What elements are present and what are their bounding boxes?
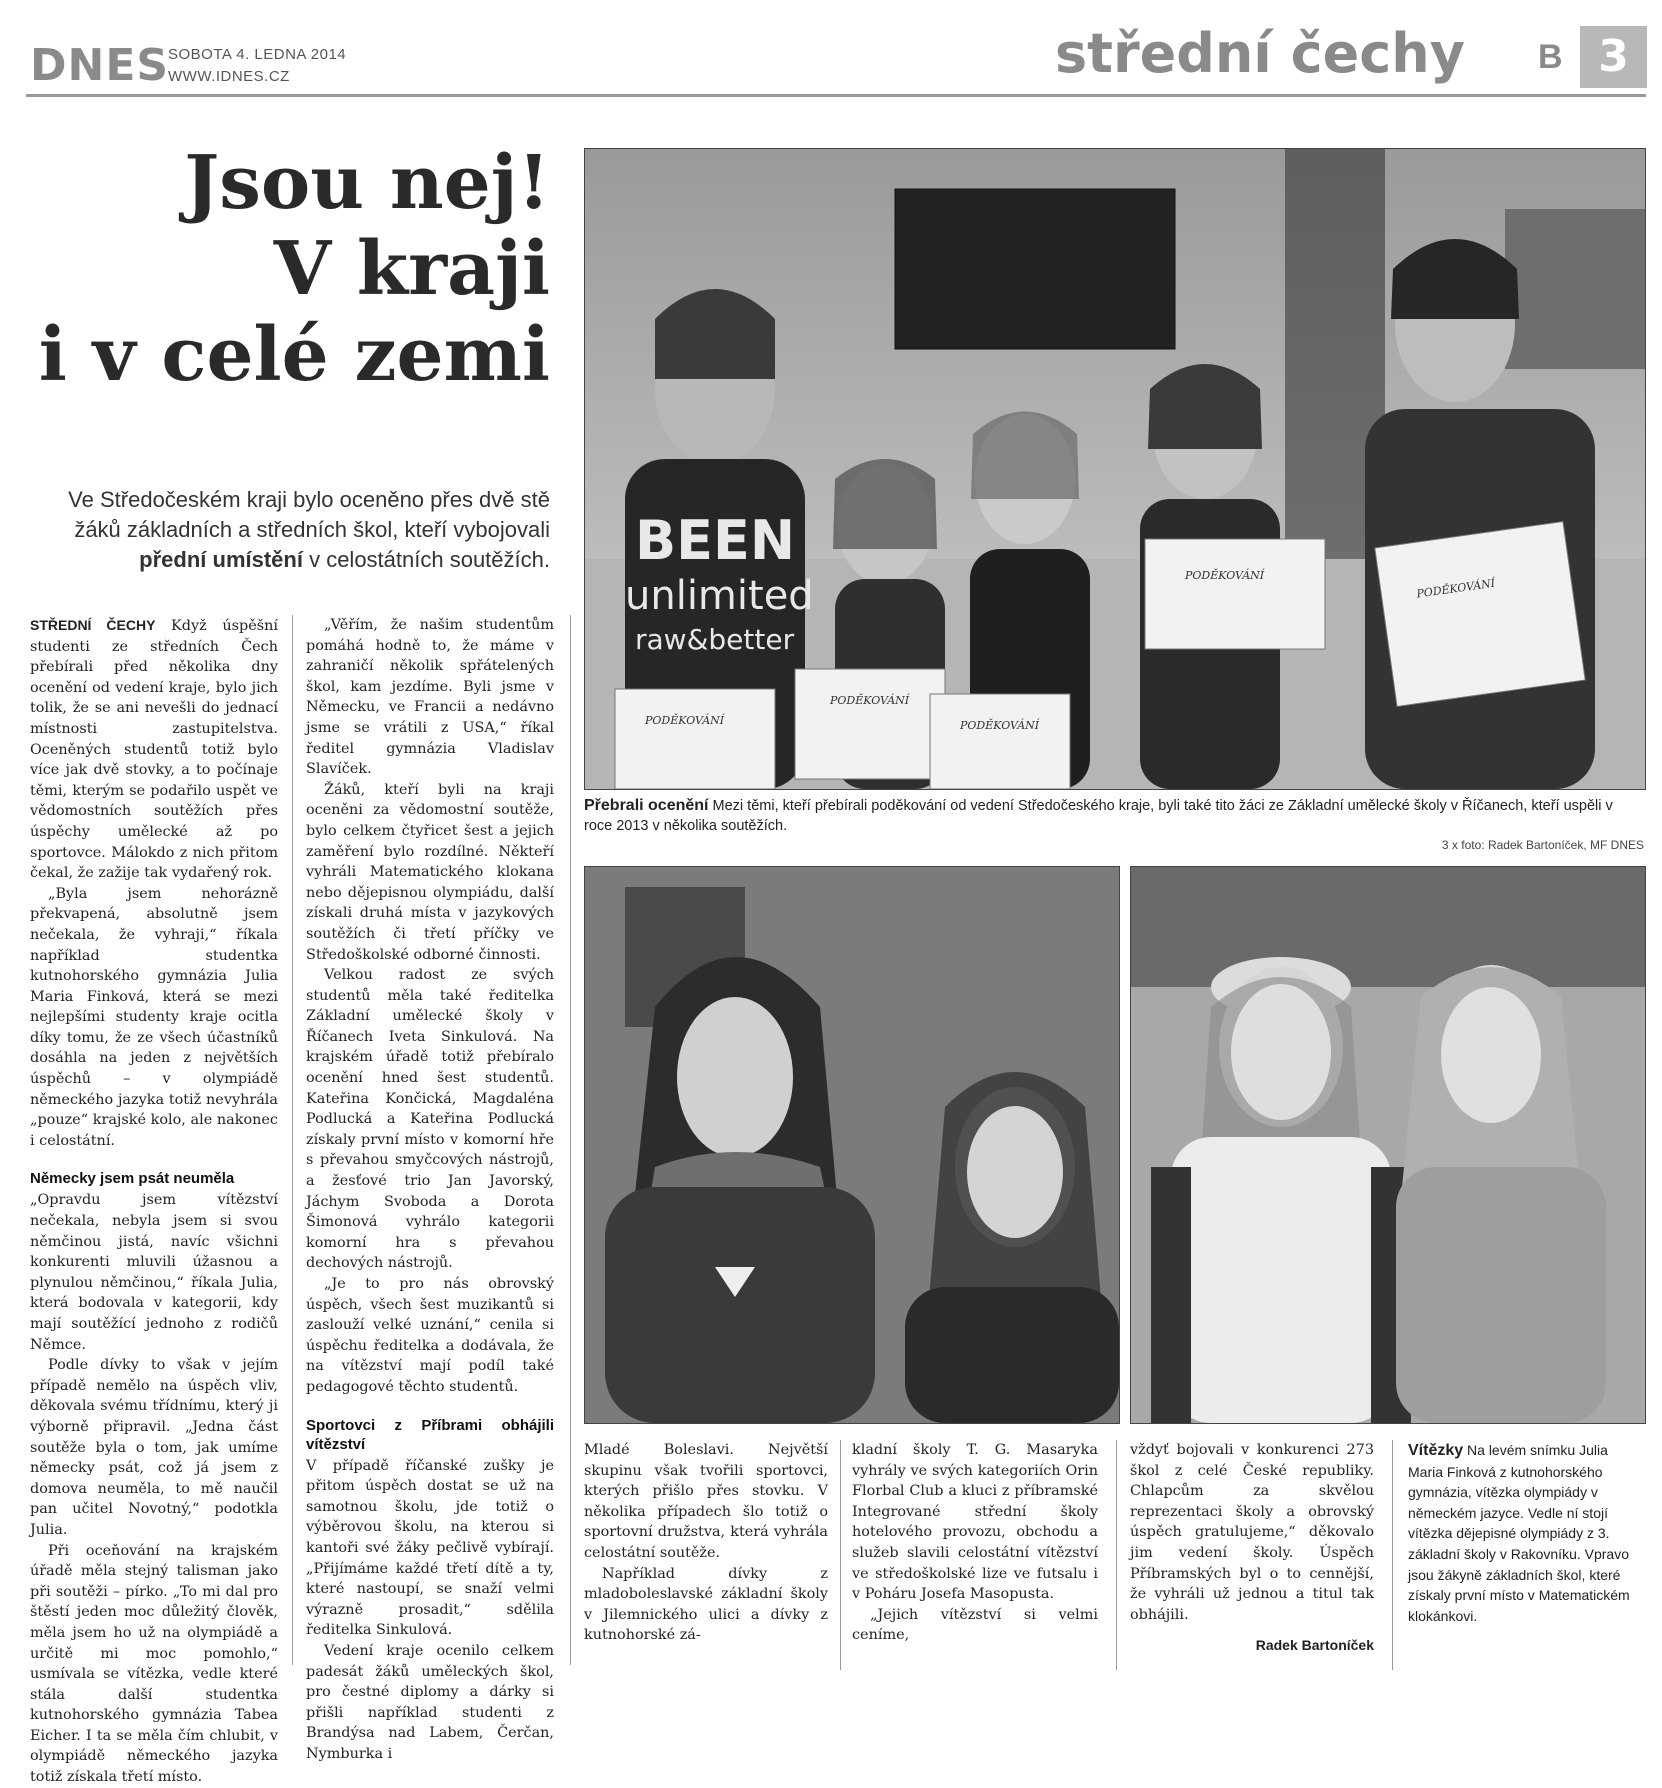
caption-text: Na levém snímku Julia Maria Finková z kutnohorského gymnázia, vítězka olympiády v německém jazyce. Vedle ní stojí vítězka dějepisné olympiády z 3. základní školy v Rakovníku. Vpravo jsou žákyně základních škol, které získaly první místo v Matematickém klokánkovi. [1408,1442,1630,1624]
headline [30,140,550,398]
section-title: střední čechy [1055,22,1465,85]
article-column-5 [1130,1440,1374,1656]
headline-line-3: i v celé zemi [38,312,550,398]
masthead-date-block [168,44,346,88]
article-column-1 [30,615,278,1788]
article-paragraph: STŘEDNÍ ČECHY Když úspěšní studenti ze středních Čech přebírali před několika dny ocenění od vedení kraje, bylo jich tolik, že se ani nevešli do jednací místnosti zastupitelstva. Oceněných studentů totiž bylo více jak dvě stovky, a to počínaje těmi, kterým se podařilo uspět ve vědomostních soutěžích přes úspěchy umělecké až po sportovce. Málokdo z nich přitom čekal, že zažije tak vydařený rok. [30,617,278,882]
page-number: 3 [1580,26,1647,88]
article-paragraph: Velkou radost ze svých studentů měla také ředitelka Základní umělecké školy v Říčanech Iveta Sinkulová. Na krajském úřadě totiž přebíralo ocenění hned šest studentů. Kateřina Končická, Magdaléna Podlucká a Kateřina Podlucká získaly první místo v komorní hře s převahou smyčcových nástrojů, a žesťové trio Jan Javorský, Jáchym Svoboda a Dorota Šimonová vyhrálo kategorii komorní hra s převahou dechových nástrojů. [306,967,554,1272]
column-rule [570,615,571,1665]
header-rule [26,94,1646,97]
lead-highlight: přední umístění [139,547,303,572]
lead-paragraph [40,485,550,575]
certificate-label: PODĚKOVÁNÍ [645,714,725,727]
certificate [795,669,945,779]
column-rule [1116,1440,1117,1670]
certificate-label: PODĚKOVÁNÍ [960,719,1040,732]
byline: Radek Bartoníček [1255,1637,1374,1654]
certificate-label: PODĚKOVÁNÍ [1415,576,1496,601]
headline-line-1: Jsou nej! [184,140,550,226]
caption-text: Mezi těmi, kteří přebírali poděkování od vedení Středočeského kraje, byli také tito žáci ze Základní umělecké školy v Říčanech, kteří uspěli v roce 2013 v několika soutěžích. [584,798,1613,834]
article-paragraph: Při oceňování na krajském úřadě měla stejný talisman jako při soutěži – pírko. „To mi dal pro štěstí jeden moc důležitý člověk, měla jsem ho už na olympiádě a určitě mi moc pomohlo,“ usmívala se vítězka, vedle které stála další studentka kutnohorského gymnázia Tabea Eicher. I ta se měla čím chlubit, v olympiádě německého jazyka totiž získala třetí místo. [30,1542,278,1786]
shirt-print-3: raw&better [635,623,795,656]
photo-winners-left [584,866,1120,1424]
lead-line-3 [40,545,550,575]
main-photo [584,148,1646,790]
caption-title: Vítězky [1408,1442,1464,1459]
dateline: STŘEDNÍ ČECHY [30,617,156,633]
subheading: Sportovci z Příbrami obhájili vítězství [306,1416,554,1453]
lead-line-1: Ve Středočeském kraji bylo oceněno přes dvě stě [68,487,550,512]
lead-line-2: žáků základních a středních škol, kteří vybojovali [74,517,550,542]
article-paragraph: „Jejich vítězství si velmi ceníme, [852,1606,1098,1644]
shirt-print-2: unlimited [625,573,814,619]
section-letter: B [1538,38,1563,76]
site-url: WWW.IDNES.CZ [168,68,290,85]
photo-award-group [585,149,1645,789]
article-paragraph: vždyť bojovali v konkurenci 273 škol z celé České republiky. Chlapcům za skvělou reprezentaci školy a obrovský úspěch gratulujeme,“ děkovalo jim vedení školy. Úspěch Příbramských byl o to cennější, že vyhráli už jednou a titul tak obhájili. [1130,1442,1374,1623]
photo-winners-right [1130,866,1646,1424]
issue-date: SOBOTA 4. LEDNA 2014 [168,46,347,63]
certificate [1145,539,1325,649]
photo-two-girls-math [1131,867,1645,1423]
column-rule [840,1440,841,1670]
article-paragraph: V případě říčanské zušky je přitom úspěch dostat se už na samotnou školu, jde totiž o výběrovou školu, na kterou si kantoři své žáky pečlivě vybírají. „Přijímáme každé třetí dítě a ty, které nastoupí, se snaží velmi výrazně prosadit,“ sdělila ředitelka Sinkulová. [306,1457,554,1639]
shirt-print-1: BEEN [635,509,796,572]
certificate [615,689,775,789]
column-rule [1392,1440,1393,1670]
side-photo-caption [1408,1440,1644,1626]
main-photo-caption [584,796,1644,836]
certificate-label: PODĚKOVÁNÍ [1185,569,1265,582]
caption-title: Přebrali ocenění [584,797,709,814]
article-column-4 [852,1440,1098,1646]
article-paragraph: „Opravdu jsem vítězství nečekala, nebyla jsem si svou němčinou jistá, navíc všichni konkurenti mluvili úžasnou a plynulou němčinou,“ říkala Julia, která bodovala v kategorii, kdy mají soutěžící jednoho z rodičů Němce. [30,1192,278,1353]
article-paragraph: Mladé Boleslavi. Největší skupinu však tvořili sportovci, kterých přišlo přes stovku. V několika případech šlo totiž o sportovní družstva, která vyhrála celostátní soutěže. [584,1442,828,1561]
masthead-logo: DNES [30,40,170,91]
certificate [930,694,1070,789]
article-paragraph: „Je to pro nás obrovský úspěch, všech šest muzikantů si zaslouží velké uznání,“ cenila si úspěchu ředitelka a dodávala, že na vítězství mají podíl také pedagogové těchto studentů. [306,1276,554,1395]
photo-credit: 3 x foto: Radek Bartoníček, MF DNES [1441,838,1644,852]
article-paragraph: „Byla jsem nehorázně překvapená, absolutně jsem nečekala, že vyhraji,“ říkala například studentka kutnohorského gymnázia Julia Maria Finková, která se mezi nejlepšími studenty kraje ocitla díky tomu, že ze všech účastníků dosáhla na jeden z největších úspěchů – v olympiádě německého jazyka totiž nevyhrála „pouze“ krajské kolo, ale nakonec i celostátní. [30,885,278,1149]
article-column-2 [306,615,554,1764]
article-paragraph: „Věřím, že našim studentům pomáhá hodně to, že máme v zahraničí několik spřátelených škol, kam jezdíme. Byli jsme v Německu, ve Francii a nedávno jsme se vrátili z USA,“ říkal ředitel gymnázia Vladislav Slavíček. [306,617,554,778]
headline-line-2: V kraji [273,226,550,312]
article-paragraph: Například dívky z mladoboleslavské základní školy v Jilemnického ulici a dívky z kutnohorské zá- [584,1565,828,1644]
article-paragraph: kladní školy T. G. Masaryka vyhrály ve svých kategoriích Orin Florbal Club a kluci z příbramské Integrované střední školy hotelového provozu, obchodu a služeb slavili celostátní vítězství ve středoškolské lize ve futsalu i v Poháru Josefa Masopusta. [852,1442,1098,1603]
article-paragraph: Žáků, kteří byli na kraji oceněni za vědomostní soutěže, bylo celkem čtyřicet šest a jejich zaměření bylo rozdílné. Někteří vyhráli Matematického klokana nebo dějepisnou olympiádu, další získali druhá místa v jazykových soutěžích či třetí příčky ve Středoškolské odborné činnosti. [306,781,554,963]
column-rule [292,615,293,1665]
article-paragraph: Podle dívky to však v jejím případě nemělo na úspěch vliv, děkovala svému třídnímu, který ji výborně připravil. „Jedna část soutěže byla o tom, jak umíme německy psát, což já jsem z domova neuměla, to mě naučil pan učitel Novotný,“ podotkla Julia. [30,1357,278,1538]
certificate [1375,522,1585,707]
article-column-3 [584,1440,828,1646]
lead-line-3-rest: v celostátních soutěžích. [302,547,550,572]
article-paragraph: Vedení kraje ocenilo celkem padesát žáků uměleckých škol, pro čestné diplomy a dárky si přišli například studenti z Brandýsa nad Labem, Čerčan, Nymburka i [306,1642,554,1762]
photo-two-girls [585,867,1119,1423]
subheading: Německy jsem psát neuměla [30,1170,235,1188]
certificate-label: PODĚKOVÁNÍ [830,694,910,707]
